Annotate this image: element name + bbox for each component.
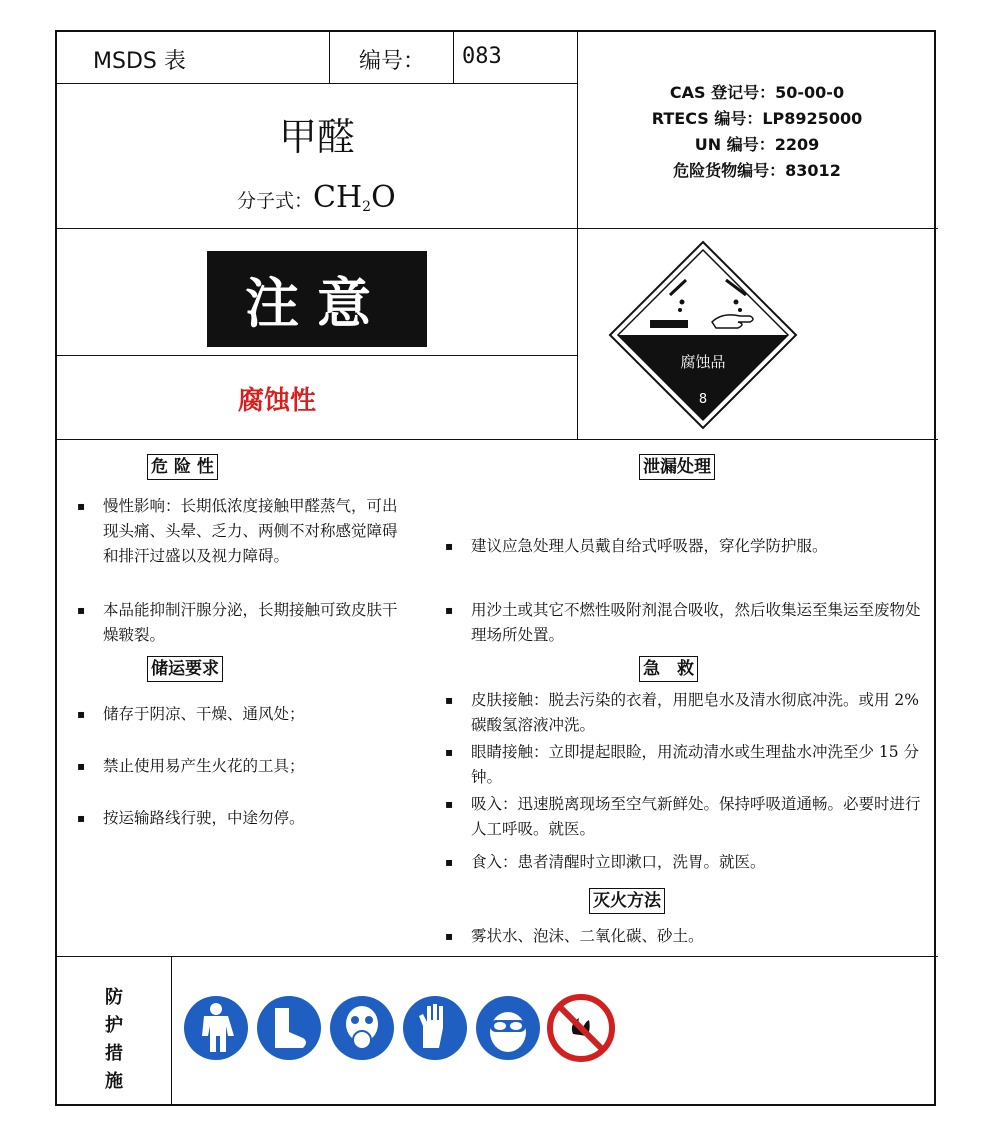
storage-section-title: 储运要求 (147, 656, 223, 682)
fire-section-title: 灭火方法 (589, 888, 665, 914)
spill-section-title: 泄漏处理 (639, 454, 715, 480)
chemical-name: 甲醛 (278, 115, 355, 159)
formula-label: 分子式： (237, 190, 314, 212)
spill-item: ▪ 用沙土或其它不燃性吸附剂混合吸收，然后收集运至集运至废物处理场所处置。 (445, 601, 921, 644)
first-aid-item: ▪ 吸入：迅速脱离现场至空气新鲜处。保持呼吸道通畅。必要时进行人工呼吸。就医。 (445, 795, 921, 838)
number-label: 编号： (359, 49, 426, 74)
spill-item: ▪ 建议应急处理人员戴自给式呼吸器，穿化学防护服。 (445, 537, 828, 555)
msds-sheet (55, 30, 936, 1106)
signal-word: 注意 (245, 271, 389, 335)
number-value: 083 (462, 44, 502, 69)
hazards-section-title: 危 险 性 (147, 454, 218, 480)
fire-item: ▪ 雾状水、泡沫、二氧化碳、砂土。 (445, 927, 704, 945)
identifier-list (579, 80, 935, 184)
cas-number: CAS 登记号：50-00-0 (669, 83, 845, 102)
protection-label: 防护措施 (105, 987, 123, 1092)
hazard-item: ▪ 慢性影响：长期低浓度接触甲醛蒸气，可出现头痛、头晕、乏力、两侧不对称感觉障碍和排汗过盛以及视力障碍。 (77, 497, 398, 565)
divider (453, 32, 454, 83)
gas-mask-icon (328, 994, 396, 1062)
safety-boots-icon (255, 994, 323, 1062)
un-number: UN 编号：2209 (694, 135, 820, 154)
storage-item: ▪ 储存于阴凉、干燥、通风处； (77, 705, 305, 723)
dangerous-goods-number: 危险货物编号：83012 (673, 161, 841, 180)
goggles-icon (474, 994, 542, 1062)
gloves-icon (401, 994, 469, 1062)
divider (57, 439, 938, 440)
divider (57, 83, 577, 84)
divider (57, 956, 938, 957)
divider (57, 355, 577, 356)
storage-item: ▪ 禁止使用易产生火花的工具； (77, 757, 305, 775)
protective-suit-icon (182, 994, 250, 1062)
storage-item: ▪ 按运输路线行驶，中途勿停。 (77, 809, 305, 827)
form-title: MSDS 表 (93, 49, 186, 74)
first-aid-item: ▪ 皮肤接触：脱去污染的衣着，用肥皂水及清水彻底冲洗。或用 2%碳酸氢溶液冲洗。 (445, 691, 920, 734)
first-aid-item: ▪ 食入：患者清醒时立即漱口，洗胃。就医。 (445, 853, 766, 871)
first-aid-item: ▪ 眼睛接触：立即提起眼睑，用流动清水或生理盐水冲洗至少 15 分钟。 (445, 743, 920, 786)
pictogram-label: 腐蚀品 (680, 353, 726, 371)
rtecs-number: RTECS 编号：LP8925000 (651, 109, 863, 128)
hazard-class: 腐蚀性 (237, 386, 316, 416)
corrosive-pictogram-icon (608, 240, 798, 430)
no-fire-icon (547, 994, 615, 1062)
formula-end: O (371, 180, 396, 215)
divider (577, 32, 578, 439)
divider (329, 32, 330, 83)
molecular-formula (237, 180, 396, 215)
formula-main: CH (313, 180, 363, 215)
formula-subscript: 2 (362, 199, 372, 216)
signal-word-box (207, 251, 427, 347)
pictogram-class-number: 8 (698, 392, 708, 407)
hazard-item: ▪ 本品能抑制汗腺分泌，长期接触可致皮肤干燥皲裂。 (77, 601, 398, 644)
divider (57, 228, 938, 229)
first-aid-section-title: 急 救 (639, 656, 698, 682)
divider (171, 956, 172, 1106)
